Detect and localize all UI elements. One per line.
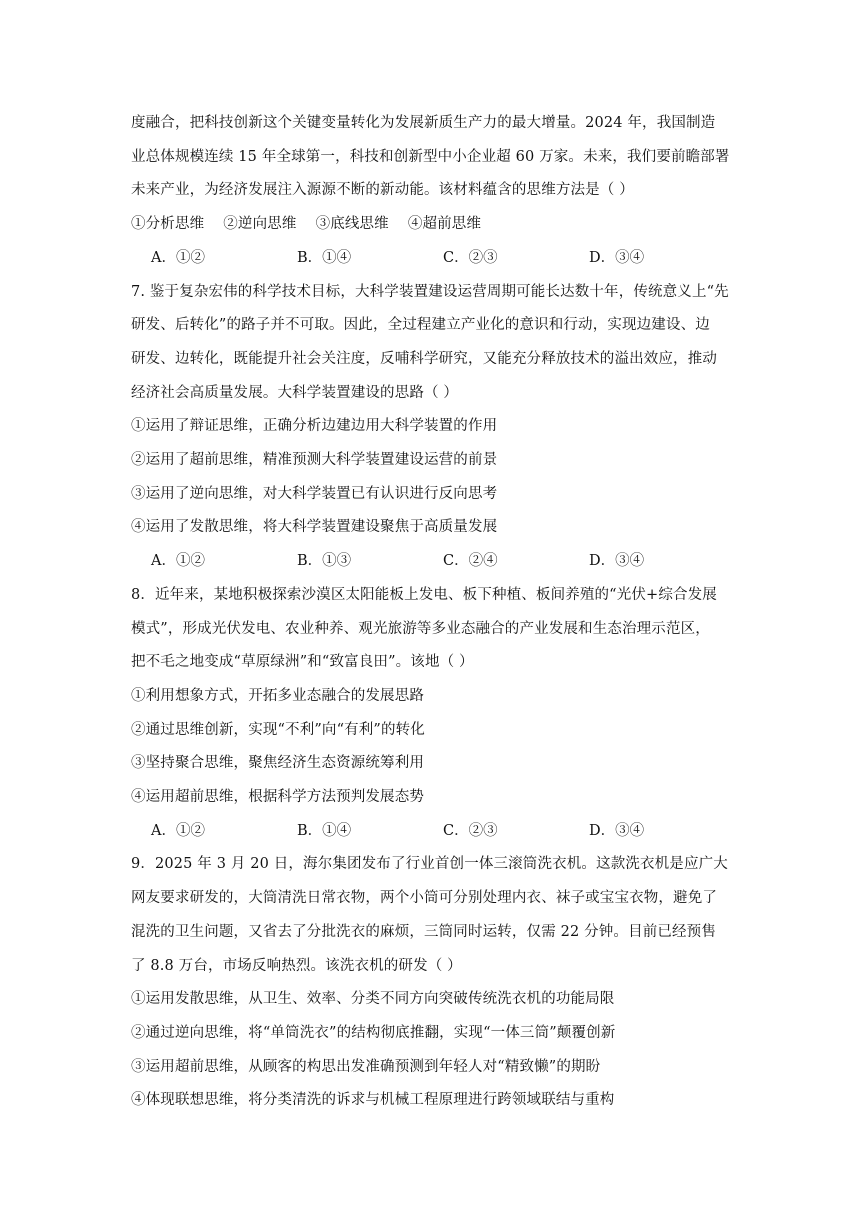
option-c[interactable]: C．②③ bbox=[443, 822, 498, 839]
statement-2: ②通过思维创新，实现“不利”向“有利”的转化 bbox=[131, 721, 425, 738]
question-9 bbox=[131, 848, 748, 1118]
question-stem-line: 8．近年来，某地积极探索沙漠区太阳能板上发电、板下种植、板间养殖的“光伏+综合发展 bbox=[131, 586, 717, 603]
option-a[interactable]: A．①② bbox=[151, 553, 205, 570]
statement-4: ④运用超前思维，根据科学方法预判发展态势 bbox=[131, 789, 424, 806]
option-a[interactable]: A．①② bbox=[151, 249, 205, 266]
option-c[interactable]: C．②③ bbox=[443, 249, 498, 266]
question-8 bbox=[131, 579, 748, 849]
option-b[interactable]: B．①④ bbox=[297, 822, 352, 839]
question-stem-line: 9．2025 年 3 月 20 日，海尔集团发布了行业首创一体三滚筒洗衣机。这款洗衣机是应广大 bbox=[131, 856, 728, 873]
statement-1: ①运用发散思维，从卫生、效率、分类不同方向突破传统洗衣机的功能局限 bbox=[131, 991, 615, 1008]
statement-2: ②运用了超前思维，精准预测大科学装置建设运营的前景 bbox=[131, 452, 498, 469]
statement-1: ①利用想象方式，开拓多业态融合的发展思路 bbox=[131, 687, 424, 704]
option-c[interactable]: C．②④ bbox=[443, 553, 498, 570]
question-6 bbox=[131, 107, 748, 276]
question-stem-line: 把不毛之地变成“草原绿洲”和“致富良田”。该地（ ） bbox=[131, 654, 474, 671]
question-stem-line: 经济社会高质量发展。大科学装置建设的思路（ ） bbox=[131, 384, 459, 401]
option-d[interactable]: D．③④ bbox=[589, 249, 645, 266]
option-d[interactable]: D．③④ bbox=[589, 822, 645, 839]
answer-options bbox=[131, 815, 748, 849]
question-stem-line: 7. 鉴于复杂宏伟的科学技术目标，大科学装置建设运营周期可能长达数十年，传统意义上“先 bbox=[131, 283, 729, 300]
option-b[interactable]: B．①④ bbox=[297, 249, 352, 266]
statement-2: ②通过逆向思维，将“单筒洗衣”的结构彻底推翻，实现“一体三筒”颠覆创新 bbox=[131, 1024, 616, 1041]
question-stem-line: 度融合，把科技创新这个关键变量转化为发展新质生产力的最大增量。2024 年，我国制造 bbox=[131, 115, 716, 131]
question-7 bbox=[131, 276, 748, 579]
statement-3: ③运用了逆向思维，对大科学装置已有认识进行反向思考 bbox=[131, 485, 498, 502]
question-stem-line: 混洗的卫生问题，又省去了分批洗衣的麻烦，三筒同时运转，仅需 22 分钟。目前已经预售 bbox=[131, 923, 716, 940]
answer-options bbox=[131, 242, 748, 276]
statement-1: ①运用了辩证思维，正确分析边建边用大科学装置的作用 bbox=[131, 418, 498, 435]
question-stem-line: 网友要求研发的，大筒清洗日常衣物，两个小筒可分别处理内衣、袜子或宝宝衣物，避免了 bbox=[131, 890, 717, 907]
question-stem-line: 了 8.8 万台，市场反响热烈。该洗衣机的研发（ ） bbox=[131, 957, 462, 974]
statement-4: ④体现联想思维，将分类清洗的诉求与机械工程原理进行跨领域联结与重构 bbox=[131, 1092, 615, 1109]
question-stem-line: 模式”，形成光伏发电、农业种养、观光旅游等多业态融合的产业发展和生态治理示范区， bbox=[131, 620, 710, 637]
question-stem-line: 业总体规模连续 15 年全球第一，科技和创新型中小企业超 60 万家。未来，我们要前瞻部署 bbox=[131, 148, 730, 165]
statement-4: ④运用了发散思维，将大科学装置建设聚焦于高质量发展 bbox=[131, 519, 498, 536]
question-stem-line: 未来产业，为经济发展注入源源不断的新动能。该材料蕴含的思维方法是（ ） bbox=[131, 182, 634, 199]
question-stem-line: 研发、后转化”的路子并不可取。因此，全过程建立产业化的意识和行动，实现边建设、边 bbox=[131, 317, 710, 334]
option-a[interactable]: A．①② bbox=[151, 822, 205, 839]
statement-line: ①分析思维 ②逆向思维 ③底线思维 ④超前思维 bbox=[131, 216, 482, 233]
statement-3: ③运用超前思维，从顾客的构思出发准确预测到年轻人对“精致懒”的期盼 bbox=[131, 1058, 601, 1075]
option-d[interactable]: D．③④ bbox=[589, 553, 645, 570]
question-stem-line: 研发、边转化，既能提升社会关注度，反哺科学研究，又能充分释放技术的溢出效应，推动 bbox=[131, 350, 717, 367]
statement-3: ③坚持聚合思维，聚焦经济生态资源统筹利用 bbox=[131, 755, 424, 772]
answer-options bbox=[131, 545, 748, 579]
option-b[interactable]: B．①③ bbox=[297, 553, 352, 570]
